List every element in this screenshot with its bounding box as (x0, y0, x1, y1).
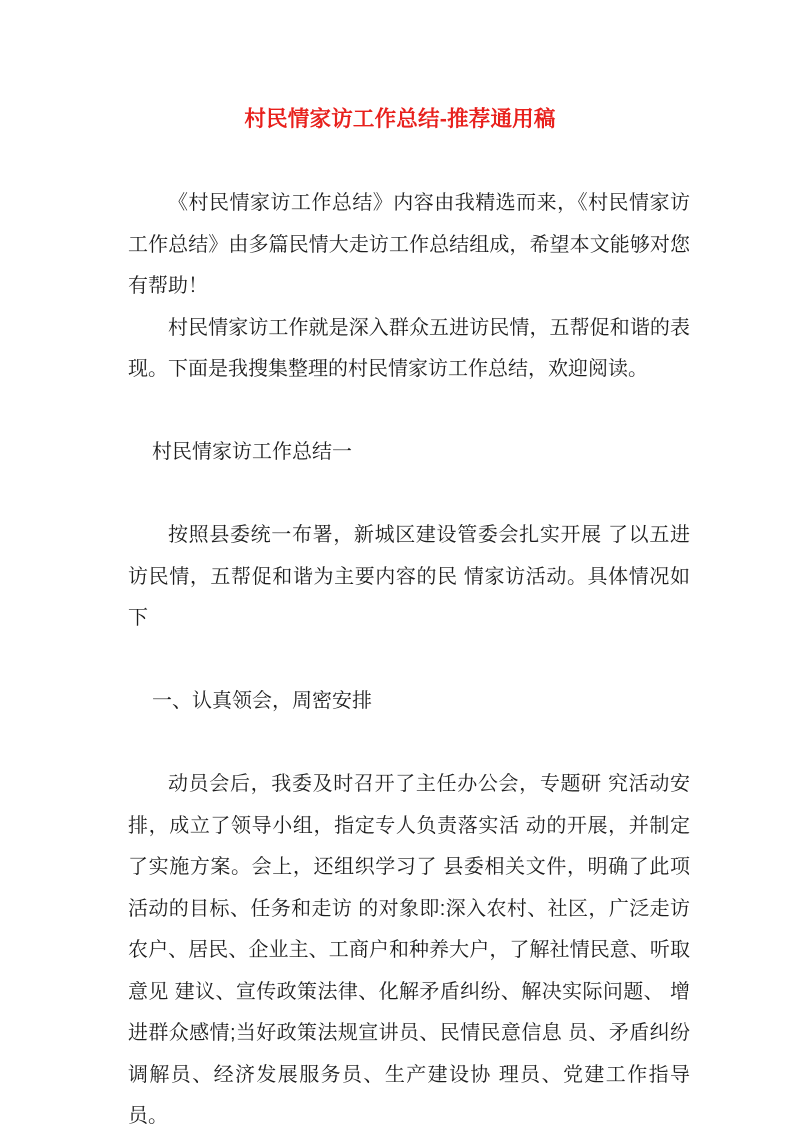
body-paragraph-1: 按照县委统一布署，新城区建设管委会扎实开展 了以五进访民情，五帮促和谐为主要内容的民 情家访活动。具体情况如下 (128, 524, 690, 629)
section-heading-2: 一、认真领会，周密安排 (152, 690, 372, 712)
document-body (128, 183, 690, 1138)
intro-paragraph-1: 《村民情家访工作总结》内容由我精选而来，《村民情家访工作总结》由多篇民情大走访工作总结组成，希望本文能够对您有帮助！ (128, 192, 690, 297)
page-title: 村民情家访工作总结-推荐通用稿 (244, 107, 556, 131)
intro-paragraph-2: 村民情家访工作就是深入群众五进访民情，五帮促和谐的表现。下面是我搜集整理的村民情家访工作总结，欢迎阅读。 (128, 316, 690, 380)
paragraph-spacer (128, 723, 690, 765)
body-paragraph-2: 动员会后，我委及时召开了主任办公会，专题研 究活动安排，成立了领导小组，指定专人负责落实活 动的开展，并制定了实施方案。会上，还组织学习了 县委相关文件，明确了此项活动的目标、任务和走访 的对象即:深入农村、社区，广泛走访农户、居民、企业主、工商户和种养大户，了解社情民意、听取意见 建议、宣传政策法律、化解矛盾纠纷、解决实际问题、 增进群众感情;当好政策法规宣讲员、民情民意信息 员、矛盾纠纷调解员、经济发展服务员、生产建设协 理员、党建工作指导员。 (128, 773, 690, 1127)
paragraph-spacer (128, 474, 690, 516)
paragraph-spacer (128, 640, 690, 682)
paragraph-spacer (128, 391, 690, 433)
section-heading-1: 村民情家访工作总结一 (152, 441, 352, 463)
